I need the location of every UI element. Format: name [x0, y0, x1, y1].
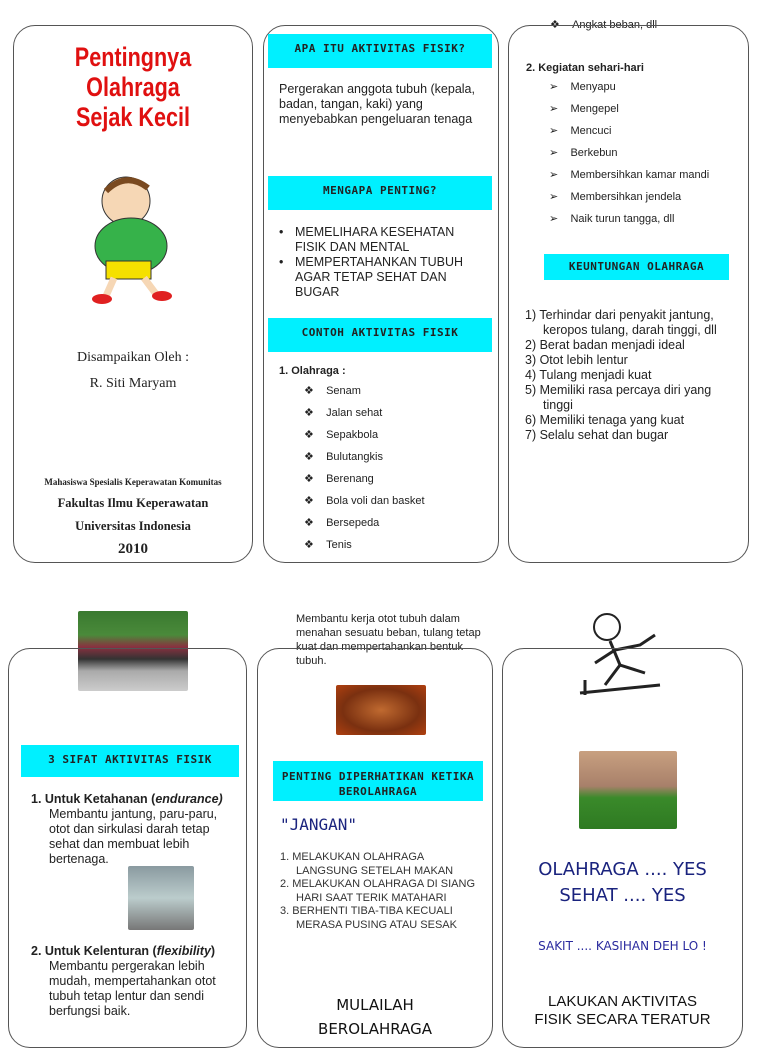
section-header-examples: CONTOH AKTIVITAS FISIK	[268, 318, 492, 352]
section-header-why: MENGAPA PENTING?	[268, 176, 492, 210]
section-header-benefits: KEUNTUNGAN OLAHRAGA	[544, 254, 729, 280]
reasons-list	[279, 225, 479, 300]
slogan-line-2: SEHAT .... YES	[559, 885, 686, 906]
year: 2010	[118, 541, 148, 557]
list-item: 1. MELAKUKAN OLAHRAGA LANGSUNG SETELAH MAKAN	[280, 851, 454, 877]
sports-list	[304, 384, 425, 560]
precautions-panel	[257, 648, 493, 1048]
section-header-what: APA ITU AKTIVITAS FISIK?	[268, 34, 492, 68]
slogan-line-3: SAKIT .... KASIHAN DEH LO !	[538, 939, 707, 953]
list-item: • MEMPERTAHANKAN TUBUH AGAR TETAP SEHAT DAN BUGAR	[279, 255, 464, 299]
weightlifting-item: ❖ Angkat beban, dll	[550, 19, 658, 31]
list-item: 5) Memiliki rasa percaya diri yang tinggi	[525, 383, 712, 412]
benefits-list	[525, 308, 725, 443]
daily-list	[549, 80, 709, 234]
daily-subheading: 2. Kegiatan sehari-hari	[526, 62, 644, 74]
donts-list	[280, 851, 480, 932]
footer-call-to-action: MULAILAH BEROLAHRAGA	[318, 996, 432, 1038]
list-item: ➢ Mengepel	[549, 103, 619, 115]
cover-title: Pentingnya Olahraga Sejak Kecil	[74, 42, 192, 132]
university-name: Universitas Indonesia	[75, 519, 191, 533]
bodybuilder-photo	[336, 685, 426, 735]
list-item: 1) Terhindar dari penyakit jantung, keropos tulang, darah tinggi, dll	[525, 308, 717, 337]
list-item: • MEMELIHARA KESEHATAN FISIK DAN MENTAL	[279, 225, 455, 254]
list-item: ❖ Bersepeda	[304, 517, 380, 529]
presented-by: Disampaikan Oleh :	[77, 350, 189, 365]
soccer-photo	[579, 751, 677, 829]
list-item: ➢ Berkebun	[549, 147, 618, 159]
jangan-label: "JANGAN"	[280, 815, 358, 834]
footer-message: LAKUKAN AKTIVITAS FISIK SECARA TERATUR	[534, 993, 711, 1028]
list-item: ❖ Bulutangkis	[304, 451, 383, 463]
list-item: ❖ Sepakbola	[304, 429, 379, 441]
list-item: ❖ Tenis	[304, 539, 352, 551]
list-item: 6) Memiliki tenaga yang kuat	[525, 413, 685, 427]
flexibility-text: Membantu pergerakan lebih mudah, mempertahankan otot tubuh tetap lentur dan sendi berfungsi baik.	[49, 959, 216, 1018]
list-item: ➢ Membersihkan jendela	[549, 191, 682, 203]
list-item: 4) Tulang menjadi kuat	[525, 368, 652, 382]
list-item: 3) Otot lebih lentur	[525, 353, 628, 367]
list-item: 2. MELAKUKAN OLAHRAGA DI SIANG HARI SAAT TERIK MATAHARI	[280, 878, 476, 904]
section-header-precautions: PENTING DIPERHATIKAN KETIKA BEROLAHRAGA	[273, 761, 483, 801]
joggers-photo	[128, 866, 194, 930]
list-item: 7) Selalu sehat dan bugar	[525, 428, 669, 442]
author-name: R. Siti Maryam	[89, 376, 177, 391]
list-item: ❖ Senam	[304, 385, 361, 397]
sports-subheading: 1. Olahraga :	[279, 365, 346, 377]
list-item: ❖ Berenang	[304, 473, 374, 485]
list-item: 2) Berat badan menjadi ideal	[525, 338, 685, 352]
daily-activities-panel	[508, 25, 749, 563]
list-item: ➢ Mencuci	[549, 125, 612, 137]
endurance-title: 1. Untuk Ketahanan (endurance)	[31, 792, 223, 806]
running-boy-illustration	[76, 166, 186, 306]
list-item: ❖ Jalan sehat	[304, 407, 383, 419]
list-item: ➢ Menyapu	[549, 81, 616, 93]
strength-text: Membantu kerja otot tubuh dalam menahan sesuatu beban, tulang tetap kuat dan mempertahankan bentuk tubuh.	[296, 613, 481, 667]
program-name: Mahasiswa Spesialis Keperawatan Komunitas	[44, 477, 222, 487]
properties-panel	[8, 648, 247, 1048]
activity-panel	[263, 25, 499, 563]
endurance-text: Membantu jantung, paru-paru, otot dan sirkulasi darah tetap sehat dan membuat lebih bertenaga.	[49, 807, 218, 866]
definition-text: Pergerakan anggota tubuh (kepala, badan, tangan, kaki) yang menyebabkan pengeluaran tenaga	[279, 82, 475, 126]
cover-panel	[13, 25, 253, 563]
section-header-properties: 3 SIFAT AKTIVITAS FISIK	[21, 745, 239, 777]
flexibility-title: 2. Untuk Kelenturan (flexibility)	[31, 944, 216, 958]
list-item: ❖ Bola voli dan basket	[304, 495, 425, 507]
list-item: ➢ Membersihkan kamar mandi	[549, 169, 710, 181]
list-item: 3. BERHENTI TIBA-TIBA KECUALI MERASA PUSING ATAU SESAK	[280, 905, 457, 931]
list-item: ➢ Naik turun tangga, dll	[549, 213, 675, 225]
faculty-name: Fakultas Ilmu Keperawatan	[57, 496, 209, 510]
slogan-line-1: OLAHRAGA .... YES	[538, 859, 707, 880]
slogan-panel	[502, 648, 743, 1048]
